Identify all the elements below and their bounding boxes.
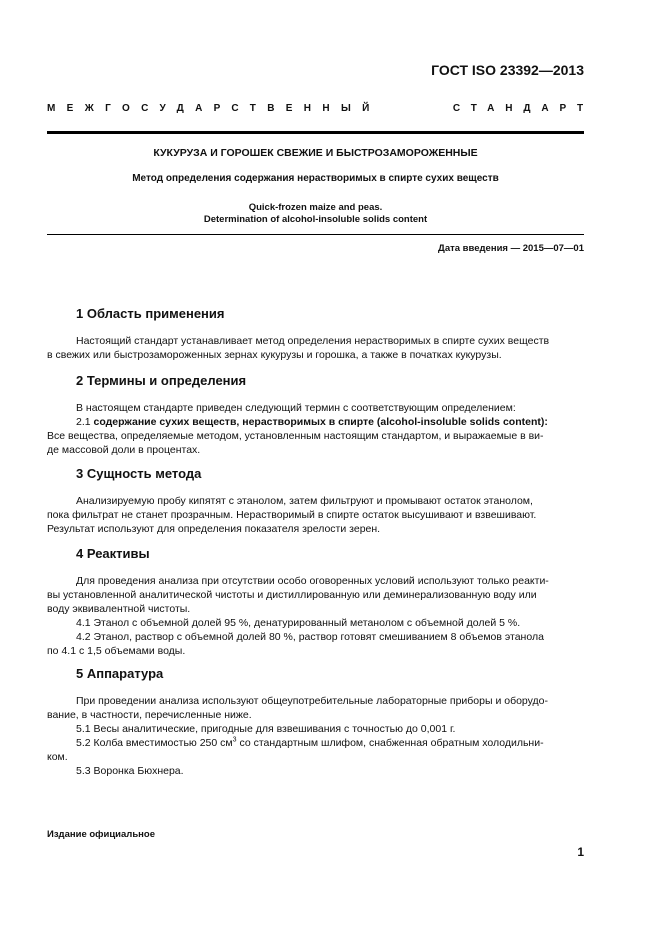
- section-heading: 2 Термины и определения: [76, 373, 247, 388]
- text-line: де массовой доли в процентах.: [47, 444, 201, 456]
- text-line: В настоящем стандарте приведен следующий термин с соответствующим определением:: [76, 402, 516, 414]
- text-line: в свежих или быстрозамороженных зернах кукурузы и горошка, а также в початках кукурузы.: [47, 349, 502, 361]
- term-number: 2.1: [76, 416, 91, 428]
- english-title: [47, 202, 584, 226]
- text-line: вание, в частности, перечисленные ниже.: [47, 709, 252, 721]
- document-subtitle: Метод определения содержания нерастворимых в спирте сухих веществ: [132, 173, 499, 184]
- interstate-standard-banner: [47, 103, 594, 119]
- term-text: содержание сухих веществ, нерастворимых в спирте (alcohol-insoluble solids content):: [93, 416, 548, 428]
- list-item: со стандартным шлифом, снабженная обратным холодильни-: [236, 737, 544, 749]
- section-heading: 1 Область применения: [76, 306, 225, 321]
- text-line: вы установленной аналитической чистоты и дистиллированную или деминерализованную воду или: [47, 589, 537, 601]
- superscript: 3: [232, 736, 237, 744]
- section-heading: 5 Аппаратура: [76, 666, 164, 681]
- section-paragraph: [47, 694, 584, 778]
- english-title-line: Determination of alcohol-insoluble solids content: [203, 214, 428, 225]
- text-line: пока фильтрат не станет прозрачным. Нерастворимый в спирте остаток высушивают и взвешивают.: [47, 509, 537, 521]
- text-line: ком.: [47, 751, 68, 763]
- section-paragraph: [47, 574, 584, 658]
- list-item: 5.1 Весы аналитические, пригодные для взвешивания с точностью до 0,001 г.: [76, 723, 456, 735]
- text-line: Анализируемую пробу кипятят с этанолом, затем фильтруют и промывают остаток этанолом,: [76, 495, 533, 507]
- section-heading: 4 Реактивы: [76, 546, 150, 561]
- section-heading: 3 Сущность метода: [76, 466, 202, 481]
- edition-label: Издание официальное: [47, 829, 155, 840]
- intro-date: Дата введения — 2015—07—01: [438, 243, 584, 254]
- text-line: по 4.1 с 1,5 объемами воды.: [47, 645, 186, 657]
- document-title: КУКУРУЗА И ГОРОШЕК СВЕЖИЕ И БЫСТРОЗАМОРОЖЕННЫЕ: [153, 147, 478, 159]
- page-number: 1: [577, 845, 584, 859]
- section-paragraph: [47, 401, 584, 457]
- list-item: 4.1 Этанол с объемной долей 95 %, денатурированный метанолом с объемной долей 5 %.: [76, 617, 521, 629]
- section-paragraph: [47, 334, 584, 362]
- title-rule: [47, 234, 584, 235]
- list-item: 5.2 Колба вместимостью 250 см: [76, 737, 233, 749]
- text-line: Для проведения анализа при отсутствии особо оговоренных условий используют только реакти-: [76, 575, 549, 587]
- interstate-label: МЕЖГОСУДАРСТВЕННЫЙ: [47, 103, 381, 114]
- list-item: 5.3 Воронка Бюхнера.: [76, 765, 184, 777]
- text-line: Результат используют для определения показателя зрелости зерен.: [47, 523, 381, 535]
- text-line: Настоящий стандарт устанавливает метод определения нерастворимых в спирте сухих веществ: [76, 335, 550, 347]
- section-paragraph: [47, 494, 584, 536]
- header-rule: [47, 131, 584, 134]
- text-line: воду эквивалентной чистоты.: [47, 603, 191, 615]
- standard-label: СТАНДАРТ: [452, 103, 594, 114]
- standard-code: ГОСТ ISO 23392—2013: [431, 62, 584, 78]
- text-line: При проведении анализа используют общеупотребительные лабораторные приборы и оборудо-: [76, 695, 549, 707]
- english-title-line: Quick-frozen maize and peas.: [248, 202, 383, 213]
- list-item: 4.2 Этанол, раствор с объемной долей 80 %, раствор готовят смешиванием 8 объемов этанола: [76, 631, 544, 643]
- text-line: Все вещества, определяемые методом, установленным настоящим стандартом, и выражаемые в ви-: [47, 430, 544, 442]
